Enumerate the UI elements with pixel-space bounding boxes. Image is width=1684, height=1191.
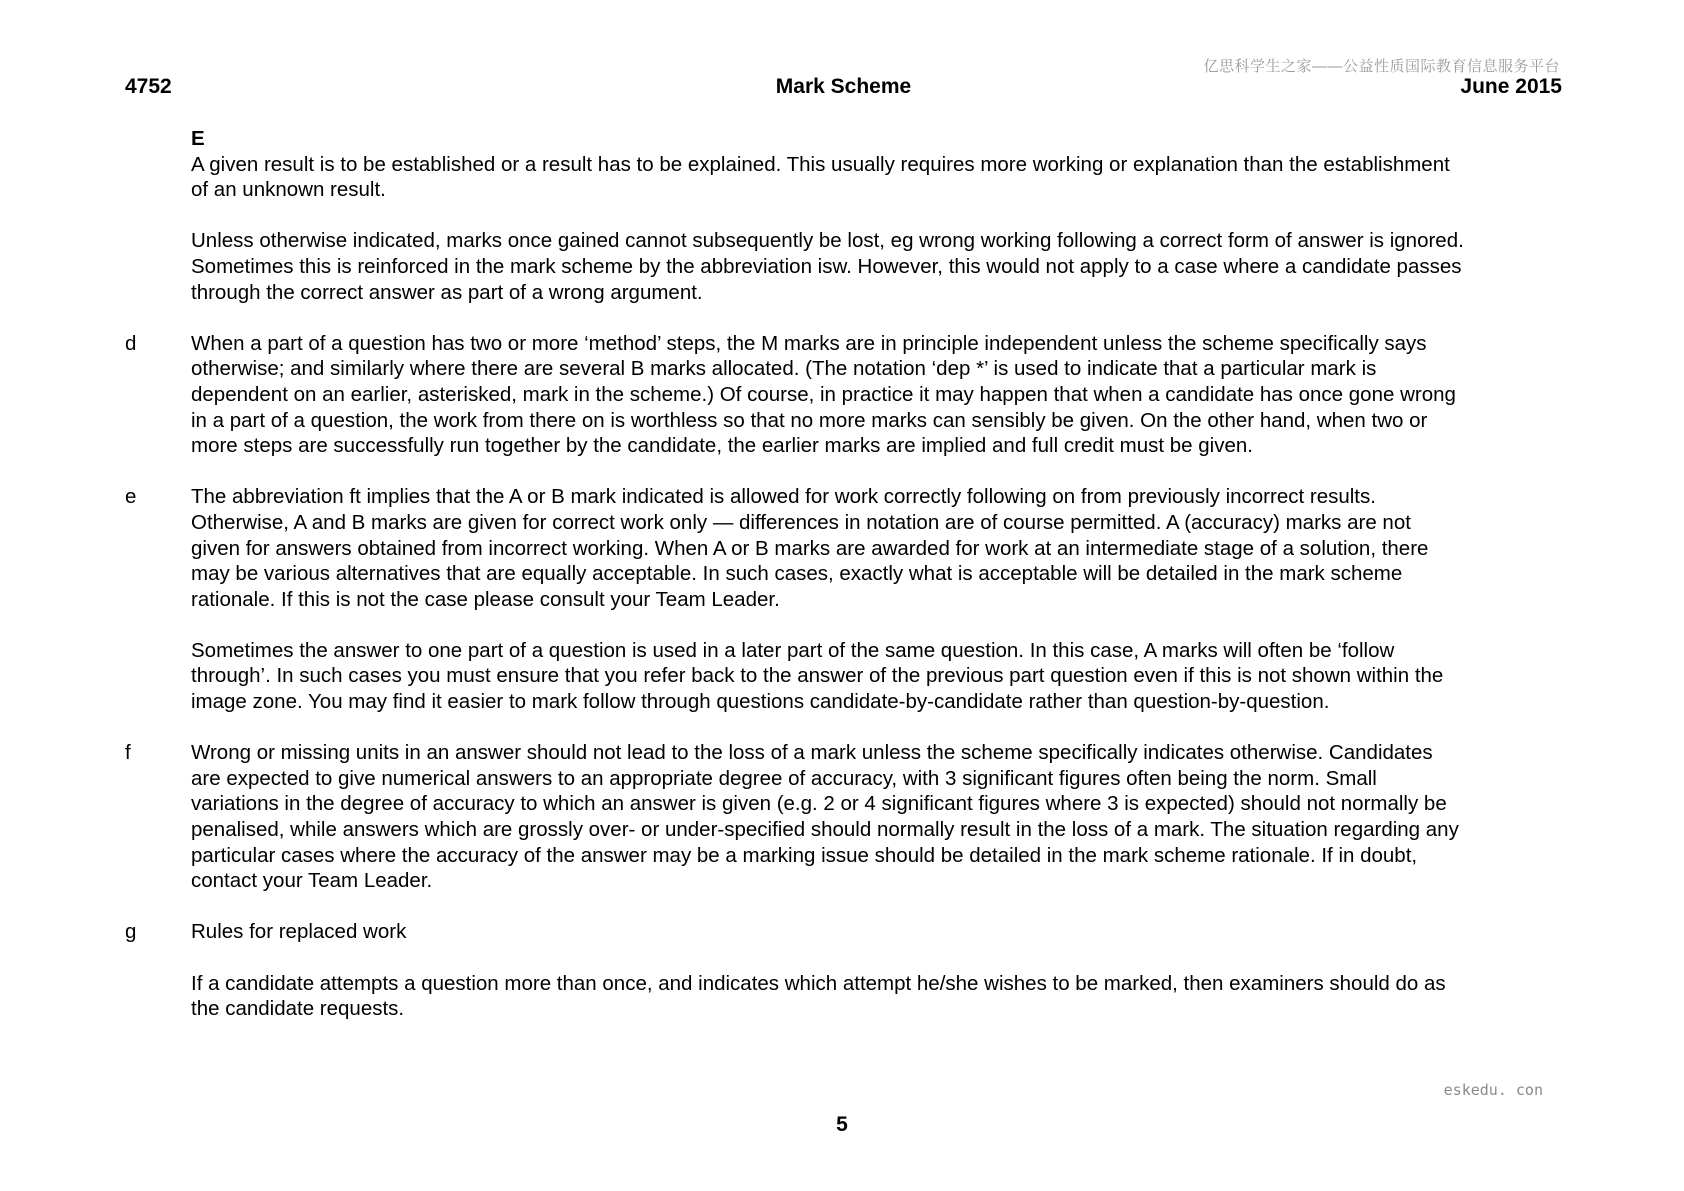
- paragraph: A given result is to be established or a result has to be explained. This usually requires more working or explanation than the establishment of an unknown result.: [191, 152, 1450, 202]
- section-label: e: [125, 485, 137, 509]
- section-label: d: [125, 331, 137, 355]
- section-g: [125, 919, 1465, 1021]
- page-header: [125, 75, 1562, 103]
- section-label: f: [125, 741, 131, 765]
- paragraph: When a part of a question has two or more ‘method’ steps, the M marks are in principle independent unless the scheme specifically says otherwise; and similarly where there are several B marks allocated. (The notation ‘dep *’ is used to indicate that a particular mark is dependent on an earlier, asterisked, mark in the scheme.) Of course, in practice it may happen that when a candidate has once gone wrong in a part of a question, the work from there on is worthless so that no more marks can sensibly be given. On the other hand, when two or more steps are successfully run together by the candidate, the earlier marks are implied and full credit must be given.: [191, 331, 1456, 458]
- section-heading: E: [191, 127, 205, 150]
- paragraph: If a candidate attempts a question more than once, and indicates which attempt he/she wishes to be marked, then examiners should do as the candidate requests.: [191, 971, 1446, 1021]
- watermark-bottom-text: eskedu. con: [1443, 1081, 1543, 1099]
- page-number: 5: [836, 1113, 848, 1136]
- paragraph: Rules for replaced work: [191, 920, 407, 944]
- paragraph: Unless otherwise indicated, marks once gained cannot subsequently be lost, eg wrong working following a correct form of answer is ignored. Sometimes this is reinforced in the mark scheme by the abbreviation isw. However, this would not apply to a case where a candidate passes through the correct answer as part of a wrong argument.: [191, 229, 1464, 304]
- section-e: [125, 126, 1465, 305]
- section-label: g: [125, 920, 137, 944]
- watermark-top-text: 亿思科学生之家——公益性质国际教育信息服务平台: [1203, 58, 1560, 75]
- paragraph: Wrong or missing units in an answer should not lead to the loss of a mark unless the scheme specifically indicates otherwise. Candidates are expected to give numerical answers to an appropriate degree of accuracy, with 3 significant figures often being the norm. Small variations in the degree of accuracy to which an answer is given (e.g. 2 or 4 significant figures where 3 is expected) should not normally be penalised, while answers which are grossly over- or under-specified should normally result in the loss of a mark. The situation regarding any particular cases where the accuracy of the answer may be a marking issue should be detailed in the mark scheme rationale. If in doubt, contact your Team Leader.: [191, 741, 1459, 893]
- paragraph: The abbreviation ft implies that the A or B mark indicated is allowed for work correctly following on from previously incorrect results. Otherwise, A and B marks are given for correct work only — differences in notation are of course permitted. A (accuracy) marks are not given for answers obtained from incorrect working. When A or B marks are awarded for work at an intermediate stage of a solution, there may be various alternatives that are equally acceptable. In such cases, exactly what is acceptable will be detailed in the mark scheme rationale. If this is not the case please consult your Team Leader.: [191, 485, 1429, 611]
- paragraph: Sometimes the answer to one part of a question is used in a later part of the same question. In this case, A marks will often be ‘follow through’. In such cases you must ensure that you refer back to the answer of the previous part question even if this is not shown within the image zone. You may find it easier to mark follow through questions candidate-by-candidate rather than question-by-question.: [191, 638, 1444, 714]
- section-d: [125, 331, 1465, 459]
- header-paper-code: 4752: [125, 75, 172, 98]
- header-title: Mark Scheme: [775, 75, 912, 98]
- section-e-followthrough: [125, 484, 1465, 714]
- document-body: [125, 126, 1465, 1047]
- header-date: June 2015: [1460, 75, 1562, 98]
- section-f: [125, 740, 1465, 894]
